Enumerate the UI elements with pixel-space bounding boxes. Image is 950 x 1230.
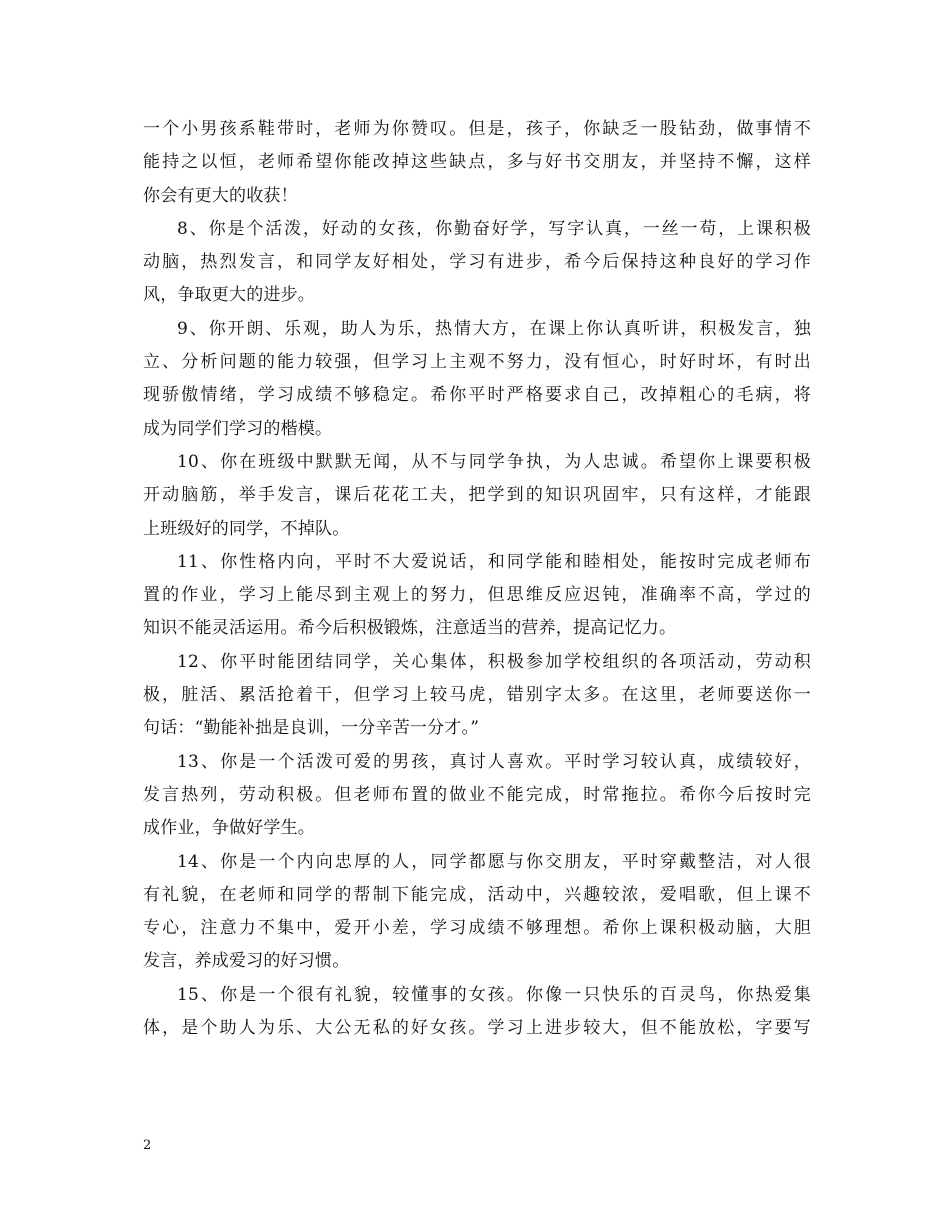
text-line: 12、你平时能团结同学，关心集体，积极参加学校组织的各项活动，劳动积 — [177, 651, 811, 672]
text-line: 一个小男孩系鞋带时，老师为你赞叹。但是，孩子，你缺乏一股钻劲，做事情不 — [143, 119, 811, 139]
text-line: 有礼貌，在老师和同学的帮制下能完成，活动中，兴趣较浓，爱唱歌，但上课不 — [143, 884, 811, 905]
text-line: 发言，养成爱习的好习惯。 — [143, 951, 350, 972]
text-line: 能持之以恒，老师希望你能改掉这些缺点，多与好书交朋友，并坚持不懈，这样 — [143, 152, 811, 173]
text-line: 15、你是一个很有礼貌，较懂事的女孩。你像一只快乐的百灵鸟，你热爱集 — [177, 984, 811, 1005]
text-line: 8、你是个活泼，好动的女孩，你勤奋好学，写字认真，一丝一苟，上课积极 — [177, 218, 811, 239]
text-line: 体，是个助人为乐、大公无私的好女孩。学习上进步较大，但不能放松，字要写 — [143, 1018, 811, 1039]
text-line: 句话：“勤能补拙是良训，一分辛苦一分才。” — [143, 718, 480, 739]
text-line: 风，争取更大的进步。 — [143, 285, 315, 306]
page-number: 2 — [143, 1138, 152, 1153]
text-line: 开动脑筋，举手发言，课后花花工夫，把学到的知识巩固牢，只有这样，才能跟 — [143, 485, 811, 506]
text-line: 动脑，热烈发言，和同学友好相处，学习有进步，希今后保持这种良好的学习作 — [143, 252, 811, 273]
text-line: 极，脏活、累活抢着干，但学习上较马虎，错别字太多。在这里，老师要送你一 — [143, 685, 811, 706]
text-line: 专心，注意力不集中，爱开小差，学习成绩不够理想。希你上课积极动脑，大胆 — [143, 918, 811, 939]
text-line: 置的作业，学习上能尽到主观上的努力，但思维反应迟钝，准确率不高，学过的 — [143, 585, 811, 606]
text-line: 13、你是一个活泼可爱的男孩，真讨人喜欢。平时学习较认真，成绩较好， — [177, 751, 811, 772]
text-line: 成作业，争做好学生。 — [143, 818, 315, 839]
text-line: 发言热列，劳动积极。但老师布置的做业不能完成，时常拖拉。希你今后按时完 — [143, 784, 811, 805]
text-line: 立、分析问题的能力较强，但学习上主观不努力，没有恒心，时好时坏，有时出 — [143, 352, 811, 373]
text-line: 现骄傲情绪，学习成绩不够稳定。希你平时严格要求自己，改掉粗心的毛病，将 — [143, 385, 811, 406]
text-line: 14、你是一个内向忠厚的人，同学都愿与你交朋友，平时穿戴整洁，对人很 — [177, 851, 811, 872]
text-line: 上班级好的同学，不掉队。 — [143, 518, 350, 539]
text-line: 你会有更大的收获！ — [143, 185, 298, 206]
text-line: 9、你开朗、乐观，助人为乐，热情大方，在课上你认真听讲，积极发言，独 — [177, 318, 811, 339]
text-line: 10、你在班级中默默无闻，从不与同学争执，为人忠诚。希望你上课要积极 — [177, 451, 811, 472]
text-line: 11、你性格内向，平时不大爱说话，和同学能和睦相处，能按时完成老师布 — [177, 551, 811, 572]
document-body — [143, 113, 811, 1045]
text-line: 成为同学们学习的楷模。 — [143, 418, 333, 439]
text-line: 知识不能灵活运用。希今后积极锻炼，注意适当的营养，提高记忆力。 — [143, 618, 677, 639]
